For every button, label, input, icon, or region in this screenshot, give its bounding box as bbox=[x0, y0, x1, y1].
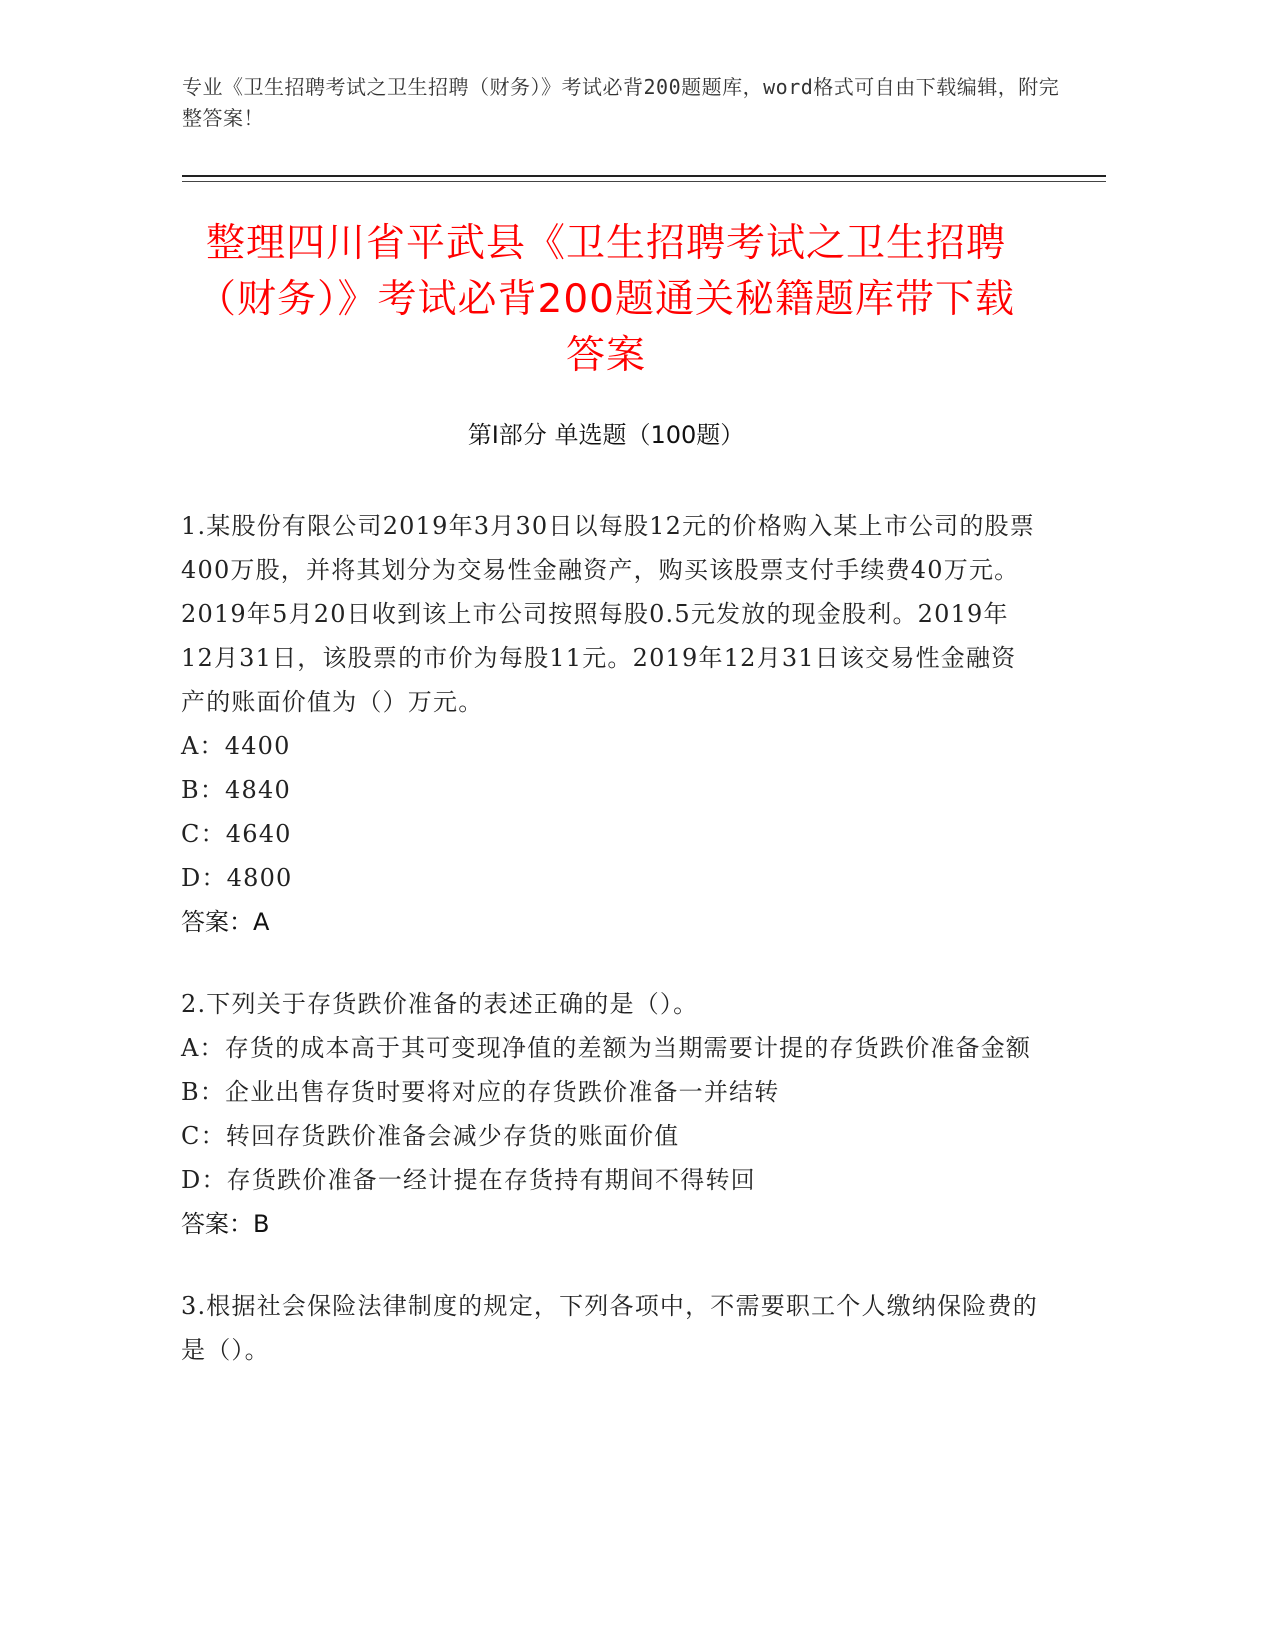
option-a: A：存货的成本高于其可变现净值的差额为当期需要计提的存货跌价准备金额 bbox=[181, 1034, 1032, 1062]
header-note: 专业《卫生招聘考试之卫生招聘（财务）》考试必背200题题库，word格式可自由下载编辑，附完整答案！ bbox=[182, 75, 1060, 130]
question-list bbox=[181, 504, 1041, 1410]
option-d: D：存货跌价准备一经计提在存货持有期间不得转回 bbox=[181, 1166, 756, 1194]
answer: 答案：B bbox=[181, 1210, 270, 1238]
option-b: B：4840 bbox=[181, 776, 291, 804]
section-heading: 第I部分 单选题（100题） bbox=[467, 421, 745, 449]
header-divider-thin bbox=[182, 181, 1106, 182]
question-2 bbox=[181, 982, 1041, 1246]
option-c: C：转回存货跌价准备会减少存货的账面价值 bbox=[181, 1122, 680, 1150]
document-title: 整理四川省平武县《卫生招聘考试之卫生招聘（财务）》考试必背200题通关秘籍题库带下载答案 bbox=[197, 221, 1015, 378]
answer: 答案：A bbox=[181, 908, 270, 936]
question-stem: 2.下列关于存货跌价准备的表述正确的是（）。 bbox=[181, 990, 699, 1018]
question-1 bbox=[181, 504, 1041, 944]
option-a: A：4400 bbox=[181, 732, 291, 760]
option-b: B：企业出售存货时要将对应的存货跌价准备一并结转 bbox=[181, 1078, 780, 1106]
question-stem: 1.某股份有限公司2019年3月30日以每股12元的价格购入某上市公司的股票400万股，并将其划分为交易性金融资产，购买该股票支付手续费40万元。2019年5月20日收到该上市公司按照每股0.5元发放的现金股利。2019年12月31日，该股票的市价为每股11元。2019年12月31日该交易性金融资产的账面价值为（）万元。 bbox=[181, 512, 1035, 716]
option-c: C：4640 bbox=[181, 820, 292, 848]
option-d: D：4800 bbox=[181, 864, 293, 892]
header-divider-thick bbox=[182, 175, 1106, 177]
question-3 bbox=[181, 1284, 1041, 1372]
question-stem: 3.根据社会保险法律制度的规定，下列各项中，不需要职工个人缴纳保险费的是（）。 bbox=[181, 1292, 1038, 1364]
